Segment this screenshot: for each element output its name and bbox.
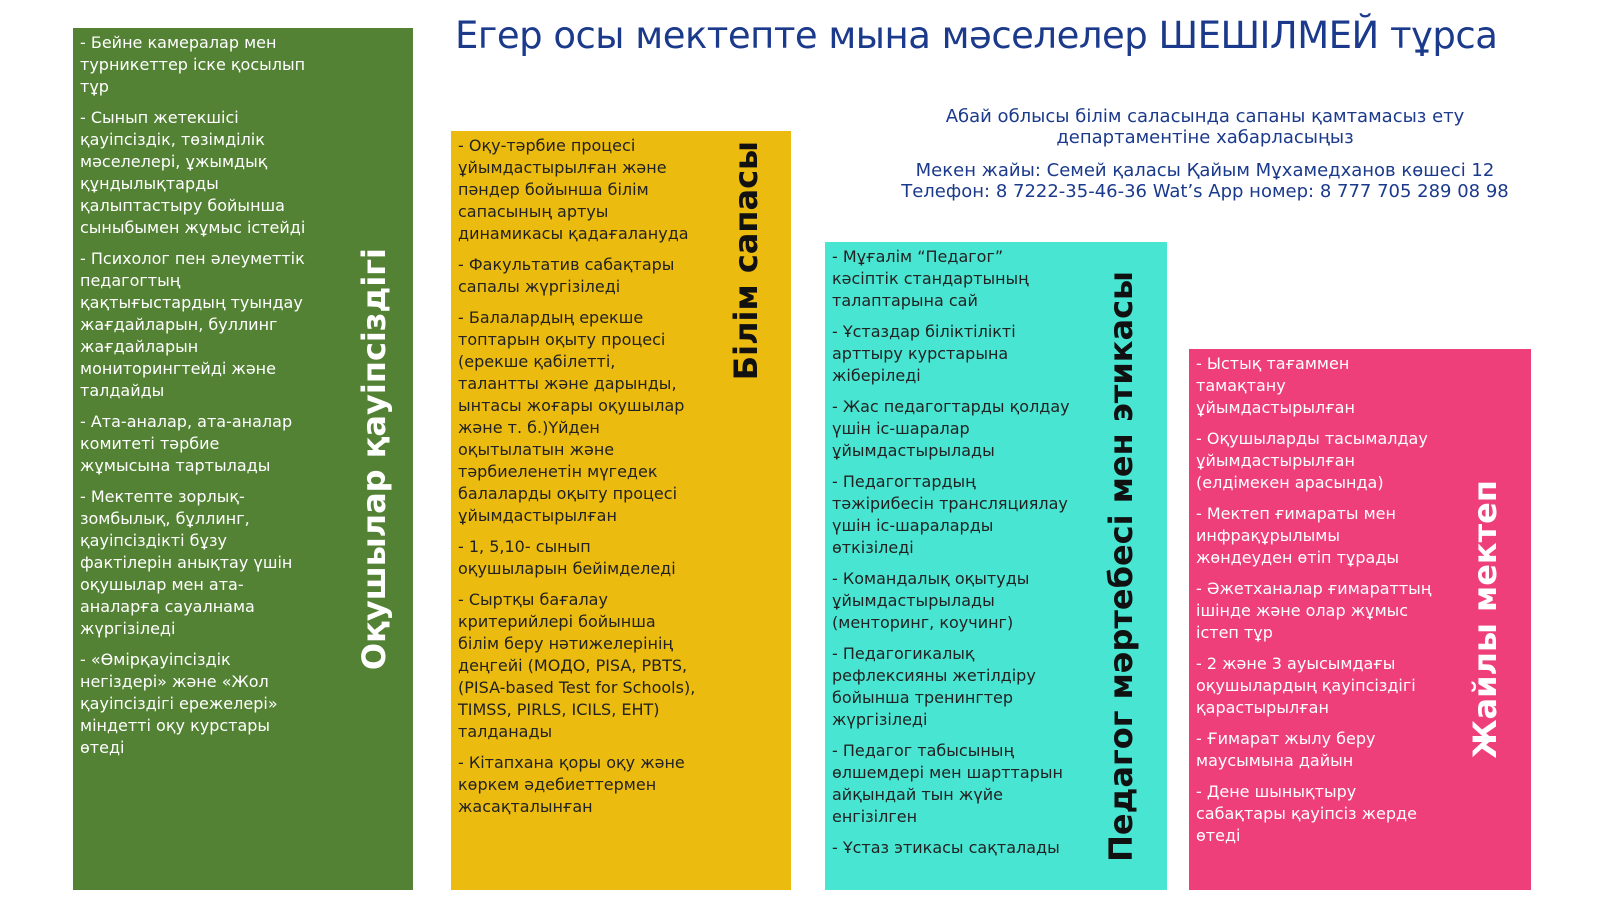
list-item: - Кітапхана қоры оқу және көркем әдебиеттермен жасақталынған bbox=[458, 753, 685, 816]
panel-student-safety bbox=[73, 28, 413, 890]
list-item: - Педагогтардың тәжірибесін трансляциялау үшін іс-шараларды өткізіледі bbox=[832, 472, 1068, 557]
list-item: - Оқушыларды тасымалдау ұйымдастырылған (елдімекен арасында) bbox=[1196, 429, 1428, 492]
panel-items bbox=[80, 32, 310, 768]
contact-info bbox=[840, 106, 1570, 202]
list-item: - Ыстық тағаммен тамақтану ұйымдастырылған bbox=[1196, 354, 1355, 417]
panel-items bbox=[458, 135, 698, 827]
contact-line-1: Абай облысы білім саласында сапаны қамтамасыз ету bbox=[945, 106, 1465, 127]
list-item: - Жас педагогтарды қолдау үшін іс-шаралар ұйымдастырылады bbox=[832, 397, 1070, 460]
list-item: - Бейне камералар мен турникеттер іске қосылып тұр bbox=[80, 33, 306, 96]
phone-text: Телефон: 8 7222-35-46-36 Wat’s App номер: 8 777 705 289 08 98 bbox=[901, 181, 1509, 202]
list-item: - Оқу-тәрбие процесі ұйымдастырылған және пәндер бойынша білім сапасының артуы динамикасы қадағалануда bbox=[458, 136, 689, 243]
contact-line-2: департаментіне хабарласыңыз bbox=[1056, 127, 1354, 148]
panel-comfortable-school bbox=[1189, 349, 1531, 890]
list-item: - Ата-аналар, ата-аналар комитеті тәрбие жұмысына тартылады bbox=[80, 412, 293, 475]
list-item: - Ғимарат жылу беру маусымына дайын bbox=[1196, 729, 1376, 770]
list-item: - 1, 5,10- сынып оқушыларын бейімделеді bbox=[458, 537, 676, 578]
list-item: - Балалардың ерекше топтарын оқыту процесі (ерекше қабілетті, талантты және дарынды, ынтасы жоғары оқушылар және т. б.)Үйден оқытылатын және тәрбиеленетін мүгедек балаларды оқыту процесі ұйымдастырылған bbox=[458, 308, 685, 525]
panel-education-quality bbox=[451, 131, 791, 890]
list-item: - Дене шынықтыру сабақтары қауіпсіз жерде өтеді bbox=[1196, 782, 1417, 845]
panel-label: Педагог мәртебесі мен этикасы bbox=[1102, 270, 1140, 862]
panel-label: Оқушылар қауіпсіздігі bbox=[355, 247, 393, 671]
list-item: - Психолог пен әлеуметтік педагогтың қақтығыстардың туындау жағдайларын, буллинг жағдайларын мониторингтейді және талдайды bbox=[80, 249, 305, 400]
list-item: - Мектеп ғимараты мен инфрақұрылымы жөндеуден өтіп тұрады bbox=[1196, 504, 1400, 567]
address-text: Мекен жайы: Семей қаласы Қайым Мұхамедханов көшесі 12 bbox=[915, 160, 1495, 181]
list-item: - Ұстаз этикасы сақталады bbox=[832, 838, 1060, 857]
list-item: - Сыртқы бағалау критерийлері бойынша білім беру нәтижелерінің деңгейі (МОДО, PISA, PBTS, (PISA-based Test for Schools), TIMSS, PIRLS, ICILS, ЕНТ) талданады bbox=[458, 590, 696, 741]
list-item: - 2 және 3 ауысымдағы оқушылардың қауіпсіздігі қарастырылған bbox=[1196, 654, 1416, 717]
panel-label: Білім сапасы bbox=[727, 141, 765, 381]
panel-items bbox=[1196, 353, 1438, 856]
panel-teacher-status-ethics bbox=[825, 242, 1167, 890]
panel-label: Жайлы мектеп bbox=[1466, 480, 1504, 759]
list-item: - Педагогикалық рефлексияны жетілдіру бойынша тренингтер жүргізіледі bbox=[832, 644, 1036, 729]
list-item: - Әжетханалар ғимараттың ішінде және олар жұмыс істеп тұр bbox=[1196, 579, 1432, 642]
list-item: - «Өмірқауіпсіздік негіздері» және «Жол қауіпсіздігі ережелері» міндетті оқу курстары өтеді bbox=[80, 650, 278, 757]
list-item: - Ұстаздар біліктілікті арттыру курстарына жіберіледі bbox=[832, 322, 1016, 385]
list-item: - Командалық оқытуды ұйымдастырылады (менторинг, коучинг) bbox=[832, 569, 1030, 632]
list-item: - Сынып жетекшісі қауіпсіздік, төзімділік мәселелері, ұжымдық құндылықтарды қалыптастыру бойынша сыныбымен жұмыс істейді bbox=[80, 108, 306, 237]
page-title: Егер осы мектепте мына мәселелер ШЕШІЛМЕЙ тұрса bbox=[455, 14, 1498, 57]
list-item: - Мектепте зорлық-зомбылық, бұллинг, қауіпсіздікті бұзу фактілерін анықтау үшін оқушылар мен ата-аналарға сауалнама жүргізіледі bbox=[80, 487, 293, 638]
list-item: - Мұғалім “Педагог” кәсіптік стандартының талаптарына сай bbox=[832, 247, 1029, 310]
list-item: - Факультатив сабақтары сапалы жүргізіледі bbox=[458, 255, 675, 296]
panel-items bbox=[832, 246, 1072, 868]
list-item: - Педагог табысының өлшемдері мен шарттарын айқындай тын жүйе енгізілген bbox=[832, 741, 1063, 826]
